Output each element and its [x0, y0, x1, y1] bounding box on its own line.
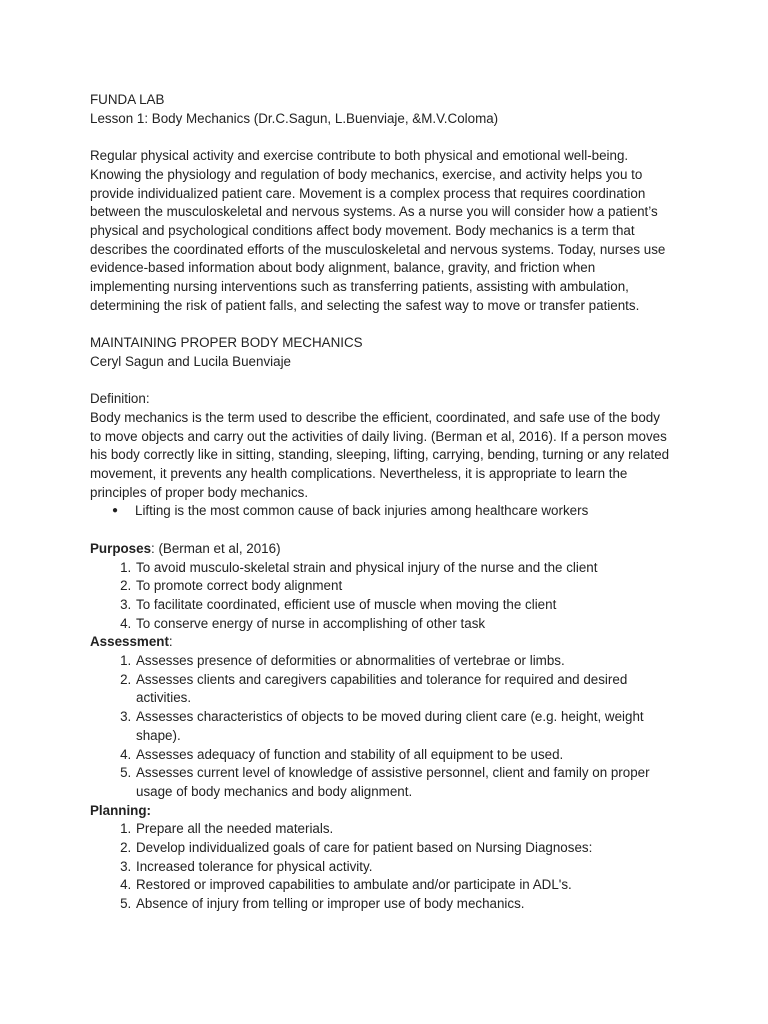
list-item: 3. To facilitate coordinated, efficient use of muscle when moving the client — [135, 596, 674, 615]
definition-heading: Definition: — [90, 391, 150, 407]
lesson-title: Lesson 1: Body Mechanics (Dr.C.Sagun, L.Buenviaje, &M.V.Coloma) — [90, 110, 499, 126]
purposes-list — [90, 559, 674, 634]
definition-bullet-list — [90, 502, 674, 521]
intro-paragraph: Regular physical activity and exercise contribute to both physical and emotional well-being. Knowing the physiology and regulation of body mechanics, exercise, and activity helps you to provide individualized patient care. Movement is a complex process that requires coordination between the musculoskeletal and nervous systems. As a nurse you will consider how a patient’s physical and psychological conditions affect body movement. Body mechanics is a term that describes the coordinated efforts of the musculoskeletal and nervous systems. Today, nurses use evidence-based information about body alignment, balance, gravity, and friction when implementing nursing interventions such as transferring patients, assisting with ambulation, determining the risk of patient falls, and selecting the safest way to move or transfer patients. — [90, 148, 666, 313]
list-item: 3. Increased tolerance for physical activity. — [135, 858, 674, 877]
list-item: 2. Assesses clients and caregivers capabilities and tolerance for required and desired activities. — [135, 671, 674, 708]
document-page — [90, 91, 674, 914]
list-item: 2. To promote correct body alignment — [135, 577, 674, 596]
spacer — [90, 372, 674, 391]
section-authors: Ceryl Sagun and Lucila Buenviaje — [90, 353, 291, 369]
assessment-list — [90, 652, 674, 802]
list-item: 4. Assesses adequacy of function and stability of all equipment to be used. — [135, 746, 674, 765]
course-title: FUNDA LAB — [90, 92, 165, 107]
spacer — [90, 315, 674, 334]
section-title: MAINTAINING PROPER BODY MECHANICS — [90, 335, 363, 351]
list-item: 5. Assesses current level of knowledge of assistive personnel, client and family on proper usage of body mechanics and body alignment. — [135, 764, 674, 801]
list-item: 4. To conserve energy of nurse in accomplishing of other task — [135, 615, 674, 634]
spacer — [90, 128, 674, 147]
assessment-colon: : — [168, 634, 173, 650]
list-item: 4. Restored or improved capabilities to ambulate and/or participate in ADL's. — [135, 876, 674, 895]
list-item — [112, 502, 674, 521]
assessment-heading-line — [90, 633, 674, 652]
list-item: 5. Absence of injury from telling or improper use of body mechanics. — [135, 895, 674, 914]
list-item: 1. To avoid musculo-skeletal strain and physical injury of the nurse and the client — [135, 559, 674, 578]
spacer — [90, 521, 674, 540]
list-item: 3. Assesses characteristics of objects to be moved during client care (e.g. height, weight shape). — [135, 708, 674, 745]
list-item: 1. Prepare all the needed materials. — [135, 820, 674, 839]
definition-paragraph: Body mechanics is the term used to describe the efficient, coordinated, and safe use of the body to move objects and carry out the activities of daily living. (Berman et al, 2016). If a person moves his body correctly like in sitting, standing, sleeping, lifting, carrying, bending, turning or any related movement, it prevents any health complications. Nevertheless, it is appropriate to learn the principles of proper body mechanics. — [90, 409, 670, 500]
assessment-heading: Assessment — [90, 634, 169, 650]
bullet-icon: ● — [112, 505, 119, 517]
list-item: 1. Assesses presence of deformities or abnormalities of vertebrae or limbs. — [135, 652, 674, 671]
list-item-text: Lifting is the most common cause of back injuries among healthcare workers — [135, 503, 589, 519]
purposes-heading: Purposes — [90, 540, 152, 556]
planning-list — [90, 820, 674, 914]
planning-heading: Planning: — [90, 802, 151, 818]
list-item: 2. Develop individualized goals of care for patient based on Nursing Diagnoses: — [135, 839, 674, 858]
purposes-heading-line — [90, 540, 674, 559]
purposes-citation: : (Berman et al, 2016) — [151, 540, 281, 556]
